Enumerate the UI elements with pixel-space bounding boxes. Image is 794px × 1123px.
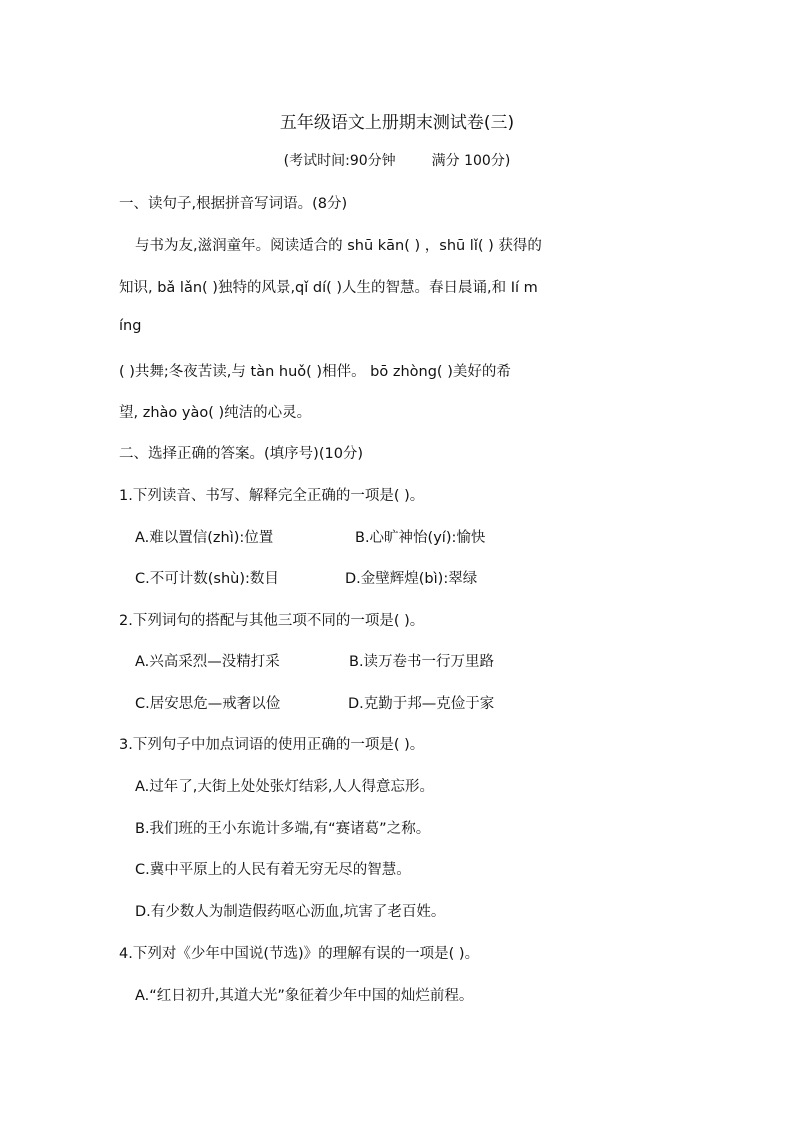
question-3-option-c: C.冀中平原上的人民有着无穷无尽的智慧。 <box>135 862 411 878</box>
page-title: 五年级语文上册期末测试卷(三) <box>279 113 515 133</box>
question-2-option-a: A.兴高采烈—没精打采 <box>135 654 280 670</box>
question-1-option-a: A.难以置信(zhì):位置 <box>135 530 274 546</box>
section1-line-1: 与书为友,滋润童年。阅读适合的 shū kān( ) ，shū lǐ( ) 获得的 <box>135 238 542 254</box>
section2-heading: 二、选择正确的答案。(填序号)(10分) <box>119 446 364 462</box>
question-1-option-d: D.金壁辉煌(bì):翠绿 <box>345 571 478 587</box>
exam-score: 满分 100分) <box>431 153 511 169</box>
question-1-option-b: B.心旷神怡(yí):愉快 <box>355 530 486 546</box>
question-2-option-c: C.居安思危—戒奢以俭 <box>135 696 281 712</box>
exam-time: (考试时间:90分钟 <box>283 153 396 169</box>
question-1-option-c: C.不可计数(shù):数目 <box>135 571 279 587</box>
question-2-option-b: B.读万卷书一行万里路 <box>349 654 495 670</box>
section1-line-2: 知识, bǎ lǎn( )独特的风景,qǐ dí( )人生的智慧。春日晨诵,和 Ií m <box>119 280 538 296</box>
question-3-option-b: B.我们班的王小东诡计多端,有“赛诸葛”之称。 <box>135 821 431 837</box>
section1-line-3: íng <box>119 318 142 334</box>
exam-info <box>0 150 794 170</box>
section1-line-4: ( )共舞;冬夜苦读,与 tàn huǒ( )相伴。 bō zhòng( )美好的希 <box>119 364 511 380</box>
question-4-stem: 4.下列对《少年中国说(节选)》的理解有误的一项是( )。 <box>119 946 480 962</box>
section1-line-5: 望, zhào yào( )纯洁的心灵。 <box>119 405 312 421</box>
question-2-stem: 2.下列词句的搭配与其他三项不同的一项是( )。 <box>119 613 425 629</box>
section1-heading: 一、读句子,根据拼音写词语。(8分) <box>119 196 348 212</box>
question-2-option-d: D.克勤于邦—克俭于家 <box>348 696 495 712</box>
question-4-option-a: A.“红日初升,其道大光”象征着少年中国的灿烂前程。 <box>135 988 474 1004</box>
question-3-stem: 3.下列句子中加点词语的使用正确的一项是( )。 <box>119 737 425 753</box>
question-1-stem: 1.下列读音、书写、解释完全正确的一项是( )。 <box>119 488 425 504</box>
question-3-option-a: A.过年了,大街上处处张灯结彩,人人得意忘形。 <box>135 779 434 795</box>
question-3-option-d: D.有少数人为制造假药呕心沥血,坑害了老百姓。 <box>135 904 446 920</box>
